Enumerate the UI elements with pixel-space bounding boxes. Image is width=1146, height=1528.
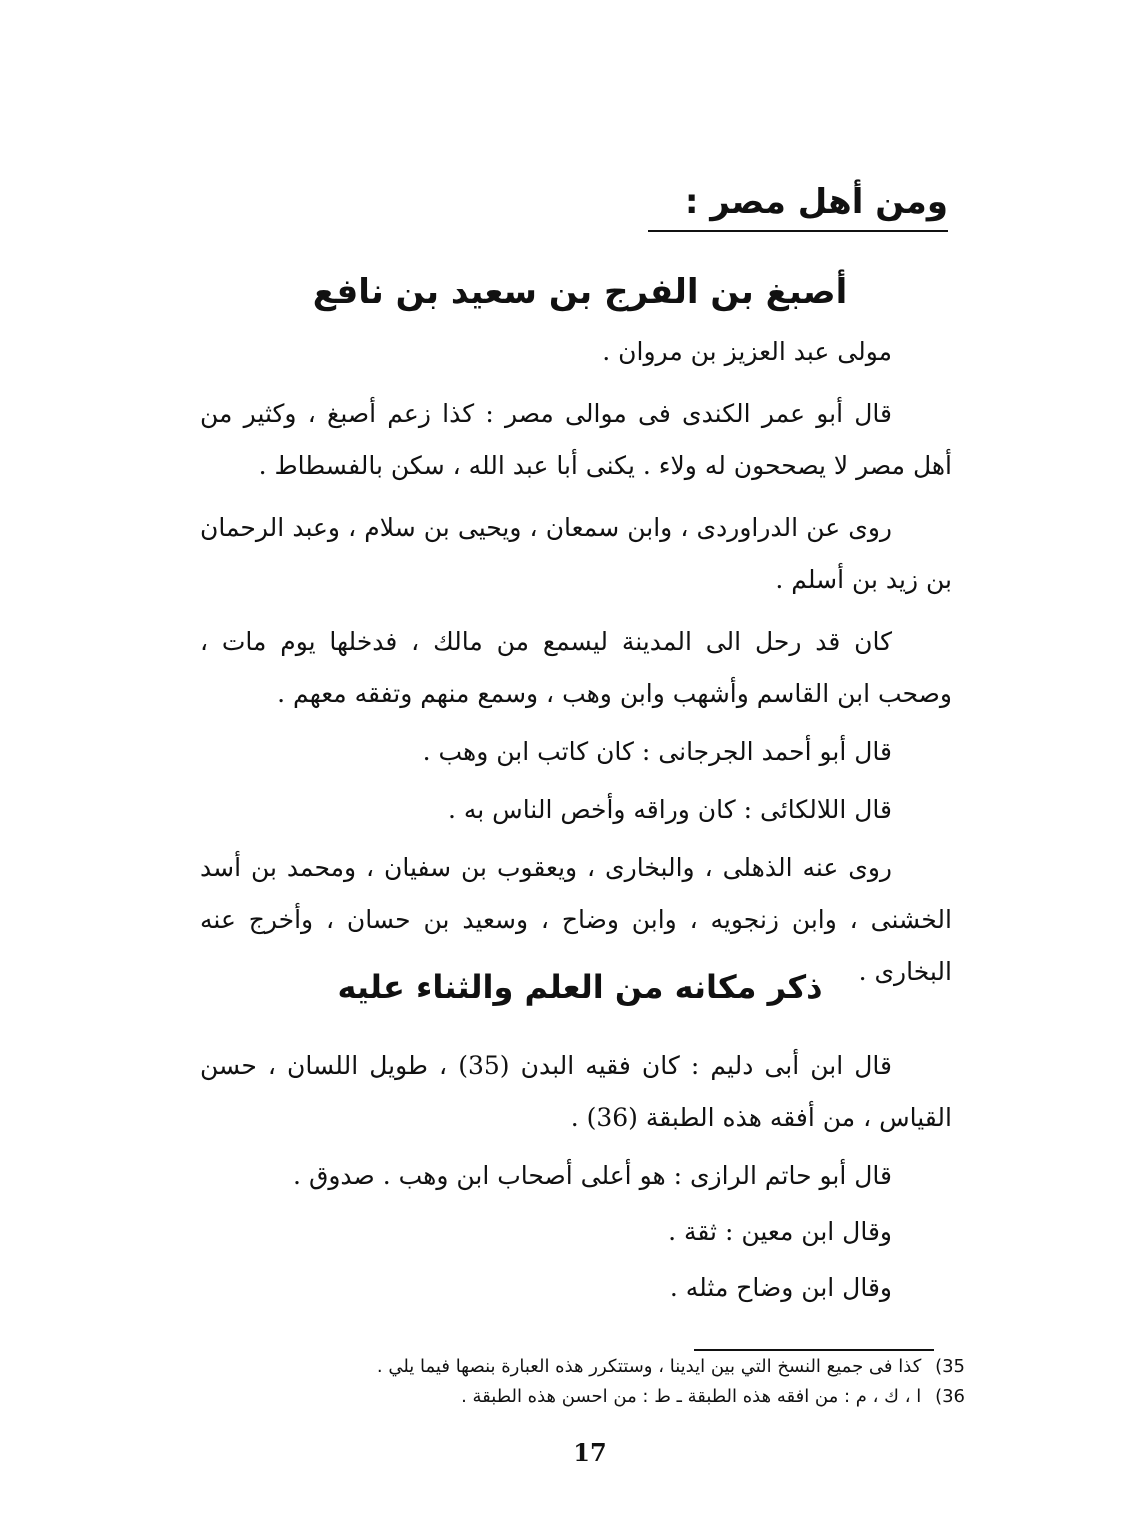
paragraph: قال اللالكائى : كان وراقه وأخص الناس به .: [447, 795, 892, 824]
paragraph: روى عنه الذهلى ، والبخارى ، ويعقوب بن سفيان ، ومحمد بن أسد الخشنى ، وابن زنجويه ، وابن وضاح ، وسعيد بن حسان ، وأخرج عنه البخارى .: [200, 853, 952, 986]
paragraph: قال أبو أحمد الجرجانى : كان كاتب ابن وهب .: [422, 737, 892, 766]
biography-body: [200, 326, 952, 998]
footnote-text: ا ، ك ، م : من افقه هذه الطبقة ـ ط : من احسن هذه الطبقة .: [461, 1386, 922, 1407]
footnote-divider: [694, 1349, 934, 1351]
paragraph: وقال ابن وضاح مثله .: [669, 1273, 892, 1302]
footnote-text: كذا فى جميع النسخ التي بين ايدينا ، وستتكرر هذه العبارة بنصها فيما يلي .: [376, 1356, 922, 1377]
paragraph: وقال ابن معين : ثقة .: [668, 1217, 892, 1246]
paragraph: قال أبو عمر الكندى فى موالى مصر : كذا زعم أصبغ ، وكثير من أهل مصر لا يصححون له ولاء . يكنى أبا عبد الله ، سكن بالفسطاط .: [200, 399, 952, 480]
paragraph: كان قد رحل الى المدينة ليسمع من مالك ، فدخلها يوم مات ، وصحب ابن القاسم وأشهب وابن وهب ، وسمع منهم وتفقه معهم .: [200, 627, 952, 708]
paragraph: قال أبو حاتم الرازى : هو أعلى أصحاب ابن وهب . صدوق .: [293, 1161, 892, 1190]
praise-body: [200, 1040, 952, 1314]
footnote-number: 35): [935, 1356, 965, 1377]
footnote-number: 36): [935, 1386, 965, 1407]
footnotes: [205, 1352, 965, 1412]
paragraph: قال ابن أبى دليم : كان فقيه البدن (35) ، طويل اللسان ، حسن القياس ، من أفقه هذه الطبقة (36) .: [200, 1051, 952, 1132]
footnote-item: [205, 1352, 965, 1382]
paragraph: مولى عبد العزيز بن مروان .: [602, 337, 892, 366]
section-heading: ومن أهل مصر :: [648, 182, 948, 232]
biography-title: أصبغ بن الفرج بن سعيد بن نافع: [312, 272, 848, 312]
paragraph: روى عن الدراوردى ، وابن سمعان ، ويحيى بن سلام ، وعبد الرحمان بن زيد بن أسلم .: [200, 513, 952, 594]
subtitle: ذكر مكانه من العلم والثناء عليه: [337, 968, 823, 1006]
footnote-item: [205, 1382, 965, 1412]
page-number: 17: [573, 1438, 607, 1467]
